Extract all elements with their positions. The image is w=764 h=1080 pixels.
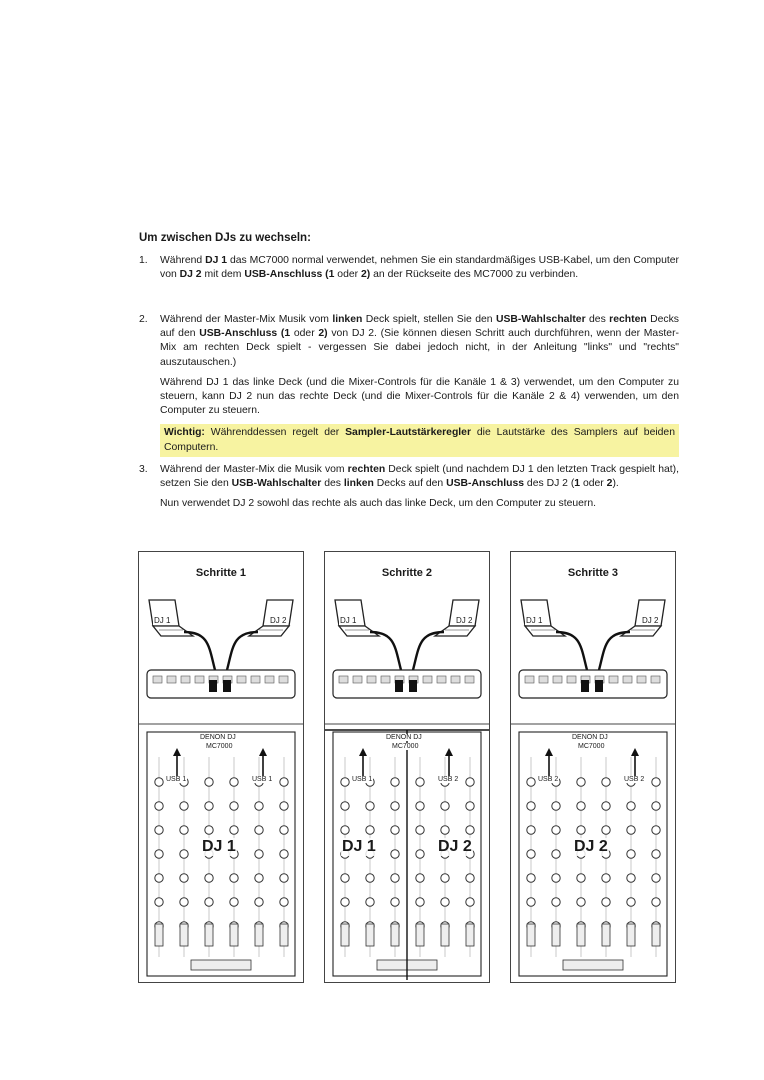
fader bbox=[391, 924, 399, 946]
text-run: des bbox=[321, 478, 344, 490]
text-run: an der Rückseite des MC7000 zu verbinden. bbox=[370, 269, 579, 281]
bold-run: USB-Wahlschalter bbox=[495, 314, 586, 325]
step-panel-2 bbox=[324, 551, 490, 983]
paragraph bbox=[160, 313, 679, 370]
list-item-1 bbox=[139, 254, 679, 282]
knob bbox=[627, 850, 635, 858]
knob bbox=[205, 802, 213, 810]
item-body bbox=[160, 313, 679, 457]
text-run: oder bbox=[290, 328, 319, 340]
knob bbox=[527, 874, 535, 882]
bold-run: 2) bbox=[360, 269, 371, 281]
knob bbox=[230, 898, 238, 906]
text-run: Während bbox=[160, 255, 206, 266]
step-title: Schritte 3 bbox=[567, 567, 619, 579]
usb-left-label: USB 1 bbox=[166, 776, 187, 783]
knob bbox=[255, 826, 263, 834]
rear-connector bbox=[367, 676, 376, 683]
rear-connector bbox=[525, 676, 534, 683]
knob bbox=[627, 874, 635, 882]
knob bbox=[602, 778, 610, 786]
knob bbox=[602, 874, 610, 882]
crossfader bbox=[191, 960, 251, 970]
knob bbox=[180, 826, 188, 834]
rear-connector bbox=[609, 676, 618, 683]
knob bbox=[577, 778, 585, 786]
device-rear-panel bbox=[147, 670, 295, 698]
knob bbox=[366, 826, 374, 834]
device-model: MC7000 bbox=[206, 743, 233, 750]
knob bbox=[341, 778, 349, 786]
knob bbox=[602, 802, 610, 810]
fader bbox=[602, 924, 610, 946]
knob bbox=[155, 898, 163, 906]
text-run: oder bbox=[334, 269, 361, 281]
important-note bbox=[160, 424, 679, 456]
rear-connector bbox=[465, 676, 474, 683]
knob bbox=[155, 778, 163, 786]
usb-cable bbox=[370, 632, 401, 670]
knob bbox=[552, 826, 560, 834]
knob bbox=[441, 874, 449, 882]
knob bbox=[205, 778, 213, 786]
knob bbox=[155, 802, 163, 810]
fader bbox=[652, 924, 660, 946]
bold-run: rechten bbox=[347, 464, 386, 475]
usb-left-label: USB 1 bbox=[352, 776, 373, 783]
knob bbox=[441, 898, 449, 906]
paragraph bbox=[160, 463, 679, 491]
text-run: ). bbox=[612, 478, 619, 490]
text-run: von DJ 2. (Sie können diesen Schritt auch durchführen, wenn der Master-Mix am rechten Deck spielt - vergessen Sie dabei jedoch nicht, in der Anleitung "links" und "rechts" auszutauschen.) bbox=[160, 328, 679, 368]
fader bbox=[180, 924, 188, 946]
rear-connector bbox=[153, 676, 162, 683]
knob bbox=[416, 802, 424, 810]
knob bbox=[627, 898, 635, 906]
usb-right-label: USB 1 bbox=[252, 776, 273, 783]
deck-label: DJ 2 bbox=[438, 838, 472, 855]
fader bbox=[366, 924, 374, 946]
crossfader bbox=[563, 960, 623, 970]
bold-run: USB-Wahlschalter bbox=[231, 478, 322, 490]
knob bbox=[366, 874, 374, 882]
knob bbox=[466, 802, 474, 810]
text-run: Während der Master-Mix Musik vom bbox=[160, 314, 333, 325]
text-run: des DJ 2 ( bbox=[524, 478, 575, 490]
knob bbox=[391, 826, 399, 834]
bold-run: USB-Anschluss bbox=[446, 478, 525, 490]
item-number: 3. bbox=[139, 464, 148, 475]
rear-connector bbox=[539, 676, 548, 683]
knob bbox=[527, 850, 535, 858]
usb-cable bbox=[413, 632, 444, 670]
rear-connector bbox=[451, 676, 460, 683]
rear-connector bbox=[623, 676, 632, 683]
knob bbox=[416, 826, 424, 834]
usb-left-label: USB 2 bbox=[538, 776, 559, 783]
knob bbox=[280, 826, 288, 834]
steps-diagram bbox=[138, 551, 682, 983]
fader bbox=[205, 924, 213, 946]
usb-port bbox=[223, 680, 231, 692]
knob bbox=[577, 874, 585, 882]
usb-port bbox=[209, 680, 217, 692]
text-run: Decks auf den bbox=[373, 478, 447, 490]
text-run: oder bbox=[580, 478, 607, 490]
knob bbox=[255, 874, 263, 882]
bold-run: DJ 1 bbox=[205, 255, 228, 266]
bold-run: rechten bbox=[609, 314, 647, 325]
knob bbox=[180, 898, 188, 906]
fader bbox=[230, 924, 238, 946]
deck-label: DJ 2 bbox=[574, 838, 608, 855]
usb-cable bbox=[556, 632, 587, 670]
fader bbox=[341, 924, 349, 946]
text-run: Deck spielt (und nachdem DJ 1 den letzten Track gespielt hat), setzen Sie den bbox=[160, 464, 679, 490]
knob bbox=[577, 898, 585, 906]
laptop-right-label: DJ 2 bbox=[456, 616, 473, 625]
device-logo: DENON DJ bbox=[572, 734, 608, 741]
bold-run: 2) bbox=[318, 328, 328, 340]
device-rear-panel bbox=[333, 670, 481, 698]
usb-right-label: USB 2 bbox=[438, 776, 459, 783]
knob bbox=[341, 874, 349, 882]
text-run: des bbox=[585, 314, 610, 325]
knob bbox=[416, 778, 424, 786]
rear-connector bbox=[251, 676, 260, 683]
laptop-left-label: DJ 1 bbox=[154, 616, 171, 625]
usb-port bbox=[595, 680, 603, 692]
laptop-right-label: DJ 2 bbox=[642, 616, 659, 625]
rear-connector bbox=[237, 676, 246, 683]
fader bbox=[527, 924, 535, 946]
knob bbox=[466, 778, 474, 786]
knob bbox=[552, 850, 560, 858]
text-run: Währenddessen regelt der bbox=[204, 427, 346, 439]
knob bbox=[652, 850, 660, 858]
knob bbox=[466, 898, 474, 906]
bold-run: USB-Anschluss (1 bbox=[244, 269, 335, 281]
knob bbox=[652, 874, 660, 882]
rear-connector bbox=[265, 676, 274, 683]
knob bbox=[155, 874, 163, 882]
knob bbox=[155, 850, 163, 858]
fader bbox=[155, 924, 163, 946]
knob bbox=[552, 874, 560, 882]
step-title: Schritte 1 bbox=[195, 567, 247, 579]
text-run: die Lautstärke des Samplers auf beiden Computern. bbox=[164, 427, 675, 453]
knob bbox=[280, 850, 288, 858]
text-run: Nun verwendet DJ 2 sowohl das rechte als auch das linke Deck, um den Computer zu steuern. bbox=[160, 498, 597, 510]
knob bbox=[180, 802, 188, 810]
knob bbox=[205, 826, 213, 834]
usb-port bbox=[581, 680, 589, 692]
bold-run: USB-Anschluss (1 bbox=[199, 328, 291, 340]
step-panel-1 bbox=[138, 551, 304, 983]
text-run: Decks auf den bbox=[160, 314, 679, 340]
knob bbox=[441, 826, 449, 834]
knob bbox=[366, 898, 374, 906]
bold-run: linken bbox=[343, 478, 374, 490]
bold-run: linken bbox=[332, 314, 363, 325]
knob bbox=[602, 898, 610, 906]
knob bbox=[255, 802, 263, 810]
knob bbox=[230, 826, 238, 834]
rear-connector bbox=[339, 676, 348, 683]
rear-connector bbox=[651, 676, 660, 683]
knob bbox=[230, 778, 238, 786]
device-rear-panel bbox=[519, 670, 667, 698]
knob bbox=[391, 802, 399, 810]
deck-label: DJ 1 bbox=[202, 838, 236, 855]
knob bbox=[391, 850, 399, 858]
knob bbox=[280, 778, 288, 786]
knob bbox=[255, 850, 263, 858]
knob bbox=[341, 826, 349, 834]
rear-connector bbox=[553, 676, 562, 683]
knob bbox=[155, 826, 163, 834]
section-heading: Um zwischen DJs zu wechseln: bbox=[139, 232, 311, 244]
item-body bbox=[160, 463, 679, 512]
rear-connector bbox=[567, 676, 576, 683]
knob bbox=[416, 850, 424, 858]
laptop-left-label: DJ 1 bbox=[526, 616, 543, 625]
knob bbox=[527, 898, 535, 906]
knob bbox=[527, 826, 535, 834]
knob bbox=[466, 826, 474, 834]
usb-cable bbox=[227, 632, 258, 670]
knob bbox=[280, 898, 288, 906]
knob bbox=[652, 802, 660, 810]
knob bbox=[652, 826, 660, 834]
item-number: 2. bbox=[139, 314, 148, 325]
item-number: 1. bbox=[139, 255, 148, 266]
knob bbox=[341, 898, 349, 906]
item-body bbox=[160, 254, 679, 282]
knob bbox=[341, 802, 349, 810]
knob bbox=[391, 874, 399, 882]
knob bbox=[391, 778, 399, 786]
knob bbox=[416, 898, 424, 906]
list-item-2 bbox=[139, 313, 679, 457]
knob bbox=[441, 802, 449, 810]
usb-right-label: USB 2 bbox=[624, 776, 645, 783]
knob bbox=[527, 778, 535, 786]
usb-port bbox=[409, 680, 417, 692]
knob bbox=[602, 826, 610, 834]
device-model: MC7000 bbox=[392, 743, 419, 750]
knob bbox=[366, 802, 374, 810]
rear-connector bbox=[195, 676, 204, 683]
rear-connector bbox=[181, 676, 190, 683]
knob bbox=[205, 898, 213, 906]
rear-connector bbox=[437, 676, 446, 683]
rear-connector bbox=[279, 676, 288, 683]
knob bbox=[230, 874, 238, 882]
bold-run: Wichtig: bbox=[164, 427, 205, 439]
fader bbox=[466, 924, 474, 946]
bold-run: 1 bbox=[574, 478, 581, 490]
device-logo: DENON DJ bbox=[200, 734, 236, 741]
paragraph bbox=[160, 376, 679, 419]
knob bbox=[652, 898, 660, 906]
bold-run: Sampler-Lautstärkeregler bbox=[345, 427, 472, 439]
knob bbox=[552, 802, 560, 810]
usb-cable bbox=[599, 632, 630, 670]
knob bbox=[416, 874, 424, 882]
list-item-3 bbox=[139, 463, 679, 512]
fader bbox=[255, 924, 263, 946]
laptop-left-label: DJ 1 bbox=[340, 616, 357, 625]
deck-label: DJ 1 bbox=[342, 838, 376, 855]
knob bbox=[280, 802, 288, 810]
step-panel-3 bbox=[510, 551, 676, 983]
text-run: mit dem bbox=[201, 269, 245, 281]
knob bbox=[391, 898, 399, 906]
knob bbox=[577, 802, 585, 810]
text-run: Während der Master-Mix die Musik vom bbox=[160, 464, 348, 475]
fader bbox=[577, 924, 585, 946]
rear-connector bbox=[637, 676, 646, 683]
usb-cable bbox=[184, 632, 215, 670]
fader bbox=[280, 924, 288, 946]
knob bbox=[280, 874, 288, 882]
knob bbox=[205, 874, 213, 882]
fader bbox=[441, 924, 449, 946]
paragraph bbox=[160, 254, 679, 282]
usb-port bbox=[395, 680, 403, 692]
fader bbox=[552, 924, 560, 946]
rear-connector bbox=[423, 676, 432, 683]
fader bbox=[627, 924, 635, 946]
knob bbox=[255, 898, 263, 906]
knob bbox=[627, 826, 635, 834]
step-title: Schritte 2 bbox=[381, 567, 433, 579]
knob bbox=[180, 874, 188, 882]
knob bbox=[652, 778, 660, 786]
device-logo: DENON DJ bbox=[386, 734, 422, 741]
text-run: Deck spielt, stellen Sie den bbox=[362, 314, 496, 325]
text-run: Während DJ 1 das linke Deck (und die Mixer-Controls für die Kanäle 1 & 3) verwendet, um den Computer zu steuern, kann DJ 2 nun das rechte Deck (und die Mixer-Controls für die Kanäle 2 & 4) verwenden, um den Computer zu steuern. bbox=[160, 376, 679, 417]
bold-run: DJ 2 bbox=[179, 269, 202, 281]
paragraph bbox=[160, 497, 679, 511]
knob bbox=[466, 874, 474, 882]
device-model: MC7000 bbox=[578, 743, 605, 750]
text-run: das MC7000 normal verwendet, nehmen Sie ein standardmäßiges USB-Kabel, um den Computer von bbox=[160, 255, 679, 281]
fader bbox=[416, 924, 424, 946]
knob bbox=[577, 826, 585, 834]
rear-connector bbox=[353, 676, 362, 683]
bold-run: 2 bbox=[606, 478, 613, 490]
rear-connector bbox=[167, 676, 176, 683]
knob bbox=[552, 898, 560, 906]
knob bbox=[527, 802, 535, 810]
knob bbox=[627, 802, 635, 810]
rear-connector bbox=[381, 676, 390, 683]
knob bbox=[230, 802, 238, 810]
laptop-right-label: DJ 2 bbox=[270, 616, 287, 625]
knob bbox=[180, 850, 188, 858]
